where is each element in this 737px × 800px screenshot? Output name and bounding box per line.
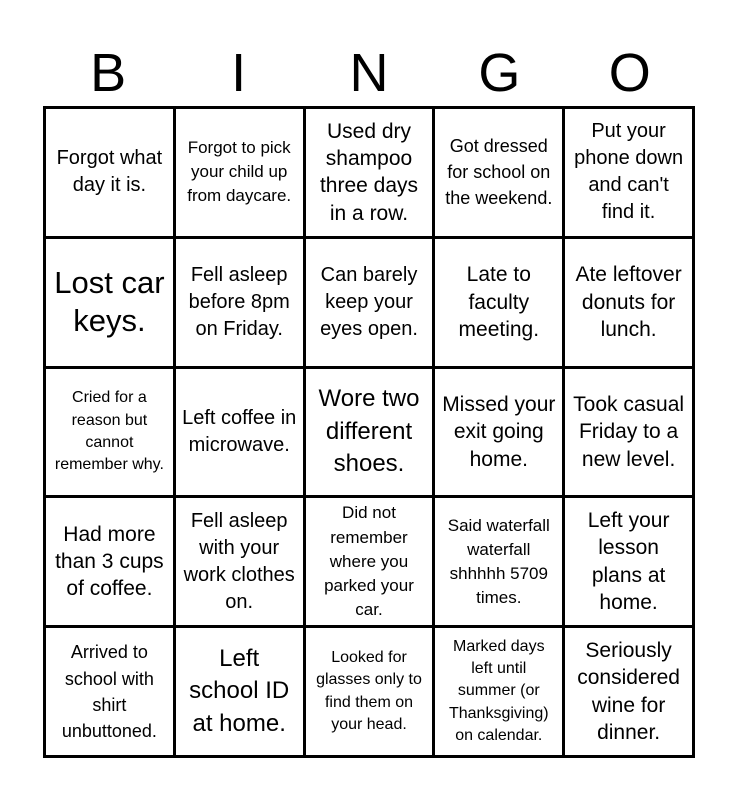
bingo-cell[interactable]: Fell asleep with your work clothes on. xyxy=(176,498,303,625)
bingo-cell[interactable]: Said waterfall waterfall shhhhh 5709 times. xyxy=(435,498,562,625)
bingo-cell[interactable]: Late to faculty meeting. xyxy=(435,239,562,366)
header-letter-o: O xyxy=(608,43,651,103)
bingo-cell[interactable]: Took casual Friday to a new level. xyxy=(565,369,692,496)
bingo-cell[interactable]: Missed your exit going home. xyxy=(435,369,562,496)
bingo-cell[interactable]: Seriously considered wine for dinner. xyxy=(565,628,692,755)
bingo-cell[interactable]: Cried for a reason but cannot remember why. xyxy=(46,369,173,496)
bingo-cell[interactable]: Forgot to pick your child up from daycare. xyxy=(176,109,303,236)
header-letter-i: I xyxy=(231,43,247,103)
bingo-cell[interactable]: Forgot what day it is. xyxy=(46,109,173,236)
bingo-cell[interactable]: Can barely keep your eyes open. xyxy=(306,239,433,366)
bingo-cell[interactable]: Arrived to school with shirt unbuttoned. xyxy=(46,628,173,755)
header-letter-b: B xyxy=(90,43,127,103)
bingo-cell[interactable]: Lost car keys. xyxy=(46,239,173,366)
bingo-cell[interactable]: Left coffee in microwave. xyxy=(176,369,303,496)
bingo-cell[interactable]: Left school ID at home. xyxy=(176,628,303,755)
bingo-grid xyxy=(43,106,695,758)
bingo-cell[interactable]: Marked days left until summer (or Thanksgiving) on calendar. xyxy=(435,628,562,755)
bingo-cell[interactable]: Had more than 3 cups of coffee. xyxy=(46,498,173,625)
header-letter-n: N xyxy=(349,43,389,103)
bingo-cell[interactable]: Looked for glasses only to find them on your head. xyxy=(306,628,433,755)
bingo-cell[interactable]: Did not remember where you parked your car. xyxy=(306,498,433,625)
bingo-cell[interactable]: Left your lesson plans at home. xyxy=(565,498,692,625)
bingo-cell[interactable]: Put your phone down and can't find it. xyxy=(565,109,692,236)
bingo-cell[interactable]: Got dressed for school on the weekend. xyxy=(435,109,562,236)
bingo-cell[interactable]: Ate leftover donuts for lunch. xyxy=(565,239,692,366)
header-letter-g: G xyxy=(478,43,521,103)
bingo-cell[interactable]: Fell asleep before 8pm on Friday. xyxy=(176,239,303,366)
bingo-header xyxy=(43,42,695,104)
bingo-cell[interactable]: Wore two different shoes. xyxy=(306,369,433,496)
bingo-cell[interactable]: Used dry shampoo three days in a row. xyxy=(306,109,433,236)
